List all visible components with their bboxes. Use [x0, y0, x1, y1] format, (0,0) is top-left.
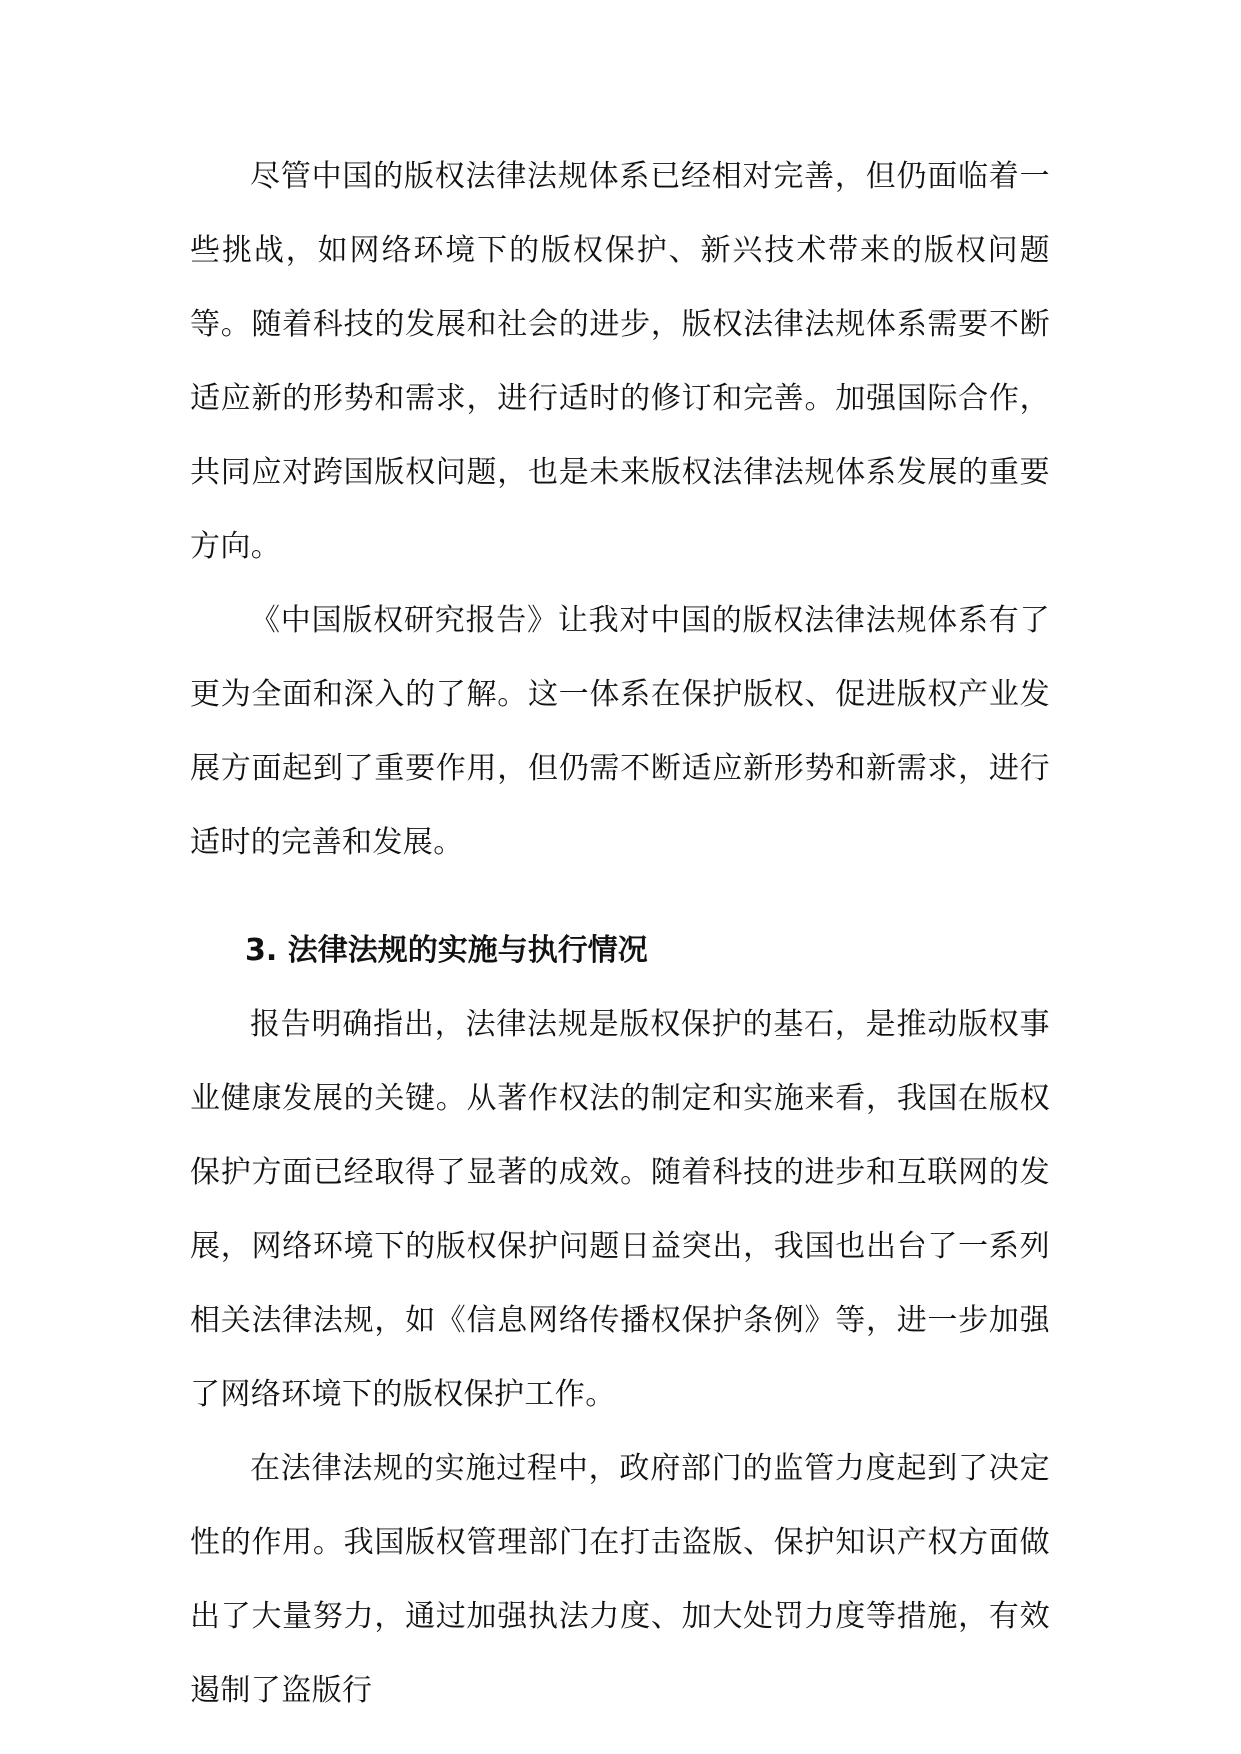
paragraph-law-foundation: 报告明确指出，法律法规是版权保护的基石，是推动版权事业健康发展的关键。从著作权法的制定和实施来看，我国在版权保护方面已经取得了显著的成效。随着科技的进步和互联网的发展，网络环境下的版权保护问题日益突出，我国也出台了一系列相关法律法规，如《信息网络传播权保护条例》等，进一步加强了网络环境下的版权保护工作。	[190, 1007, 1050, 1412]
paragraph-challenges: 尽管中国的版权法律法规体系已经相对完善，但仍面临着一些挑战，如网络环境下的版权保护、新兴技术带来的版权问题等。随着科技的发展和社会的进步，版权法律法规体系需要不断适应新的形势和需求，进行适时的修订和完善。加强国际合作，共同应对跨国版权问题，也是未来版权法律法规体系发展的重要方向。	[190, 159, 1050, 564]
paragraph-enforcement: 在法律法规的实施过程中，政府部门的监管力度起到了决定性的作用。我国版权管理部门在打击盗版、保护知识产权方面做出了大量努力，通过加强执法力度、加大处罚力度等措施，有效遏制了盗版行	[190, 1451, 1050, 1708]
paragraph-report-summary: 《中国版权研究报告》让我对中国的版权法律法规体系有了更为全面和深入的了解。这一体系在保护版权、促进版权产业发展方面起到了重要作用，但仍需不断适应新形势和新需求，进行适时的完善和发展。	[190, 603, 1050, 860]
document-body	[190, 140, 1050, 1728]
section-heading: 3. 法律法规的实施与执行情况	[245, 933, 648, 968]
